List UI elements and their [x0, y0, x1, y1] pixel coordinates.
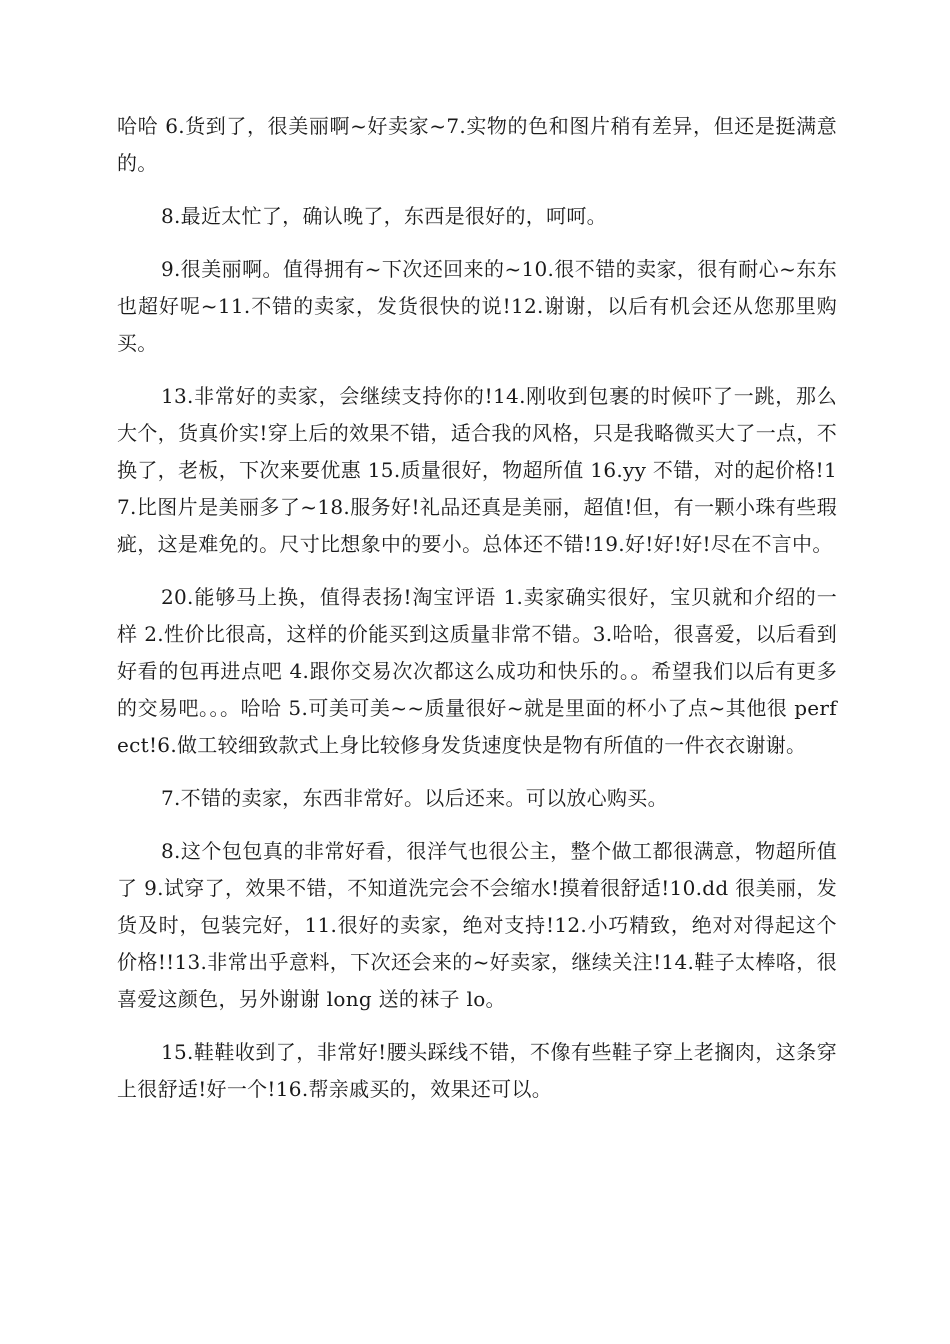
- paragraph-8: 15.鞋鞋收到了，非常好!腰头踩线不错，不像有些鞋子穿上老搁肉，这条穿上很舒适!好一个!16.帮亲戚买的，效果还可以。: [117, 1040, 837, 1101]
- paragraph-4: 13.非常好的卖家，会继续支持你的!14.刚收到包裹的时候吓了一跳，那么大个，货真价实!穿上后的效果不错，适合我的风格，只是我略微买大了一点，不换了，老板，下次来要优惠 15.质量很好，物超所值 16.yy 不错，对的起价格!17.比图片是美丽多了~18.服务好!礼品还真是美丽，超值!但，有一颗小珠有些瑕疵，这是难免的。尺寸比想象中的要小。总体还不错!19.好!好!好!尽在不言中。: [117, 384, 837, 556]
- paragraph-3: 9.很美丽啊。值得拥有~下次还回来的~10.很不错的卖家，很有耐心~东东也超好呢~11.不错的卖家，发货很快的说!12.谢谢，以后有机会还从您那里购买。: [117, 257, 837, 355]
- paragraph-5: 20.能够马上换，值得表扬!淘宝评语 1.卖家确实很好，宝贝就和介绍的一样 2.性价比很高，这样的价能买到这质量非常不错。3.哈哈，很喜爱，以后看到好看的包再进点吧 4.跟你交易次次都这么成功和快乐的。。希望我们以后有更多的交易吧。。。哈哈 5.可美可美~~质量很好~就是里面的杯小了点~其他很 perfect!6.做工较细致款式上身比较修身发货速度快是物有所值的一件衣衣谢谢。: [117, 585, 837, 757]
- paragraph-2: 8.最近太忙了，确认晚了，东西是很好的，呵呵。: [161, 204, 607, 228]
- paragraph-7: 8.这个包包真的非常好看，很洋气也很公主，整个做工都很满意，物超所值了 9.试穿了，效果不错，不知道洗完会不会缩水!摸着很舒适!10.dd 很美丽，发货及时，包装完好，11.很好的卖家，绝对支持!12.小巧精致，绝对对得起这个价格!!13.非常出乎意料，下次还会来的~好卖家，继续关注!14.鞋子太棒咯，很喜爱这颜色，另外谢谢 long 送的袜子 lo。: [117, 839, 837, 1011]
- paragraph-1: 哈哈 6.货到了，很美丽啊~好卖家~7.实物的色和图片稍有差异，但还是挺满意的。: [117, 114, 837, 175]
- paragraph-6: 7.不错的卖家，东西非常好。以后还来。可以放心购买。: [161, 786, 668, 810]
- document-body: [117, 108, 837, 1108]
